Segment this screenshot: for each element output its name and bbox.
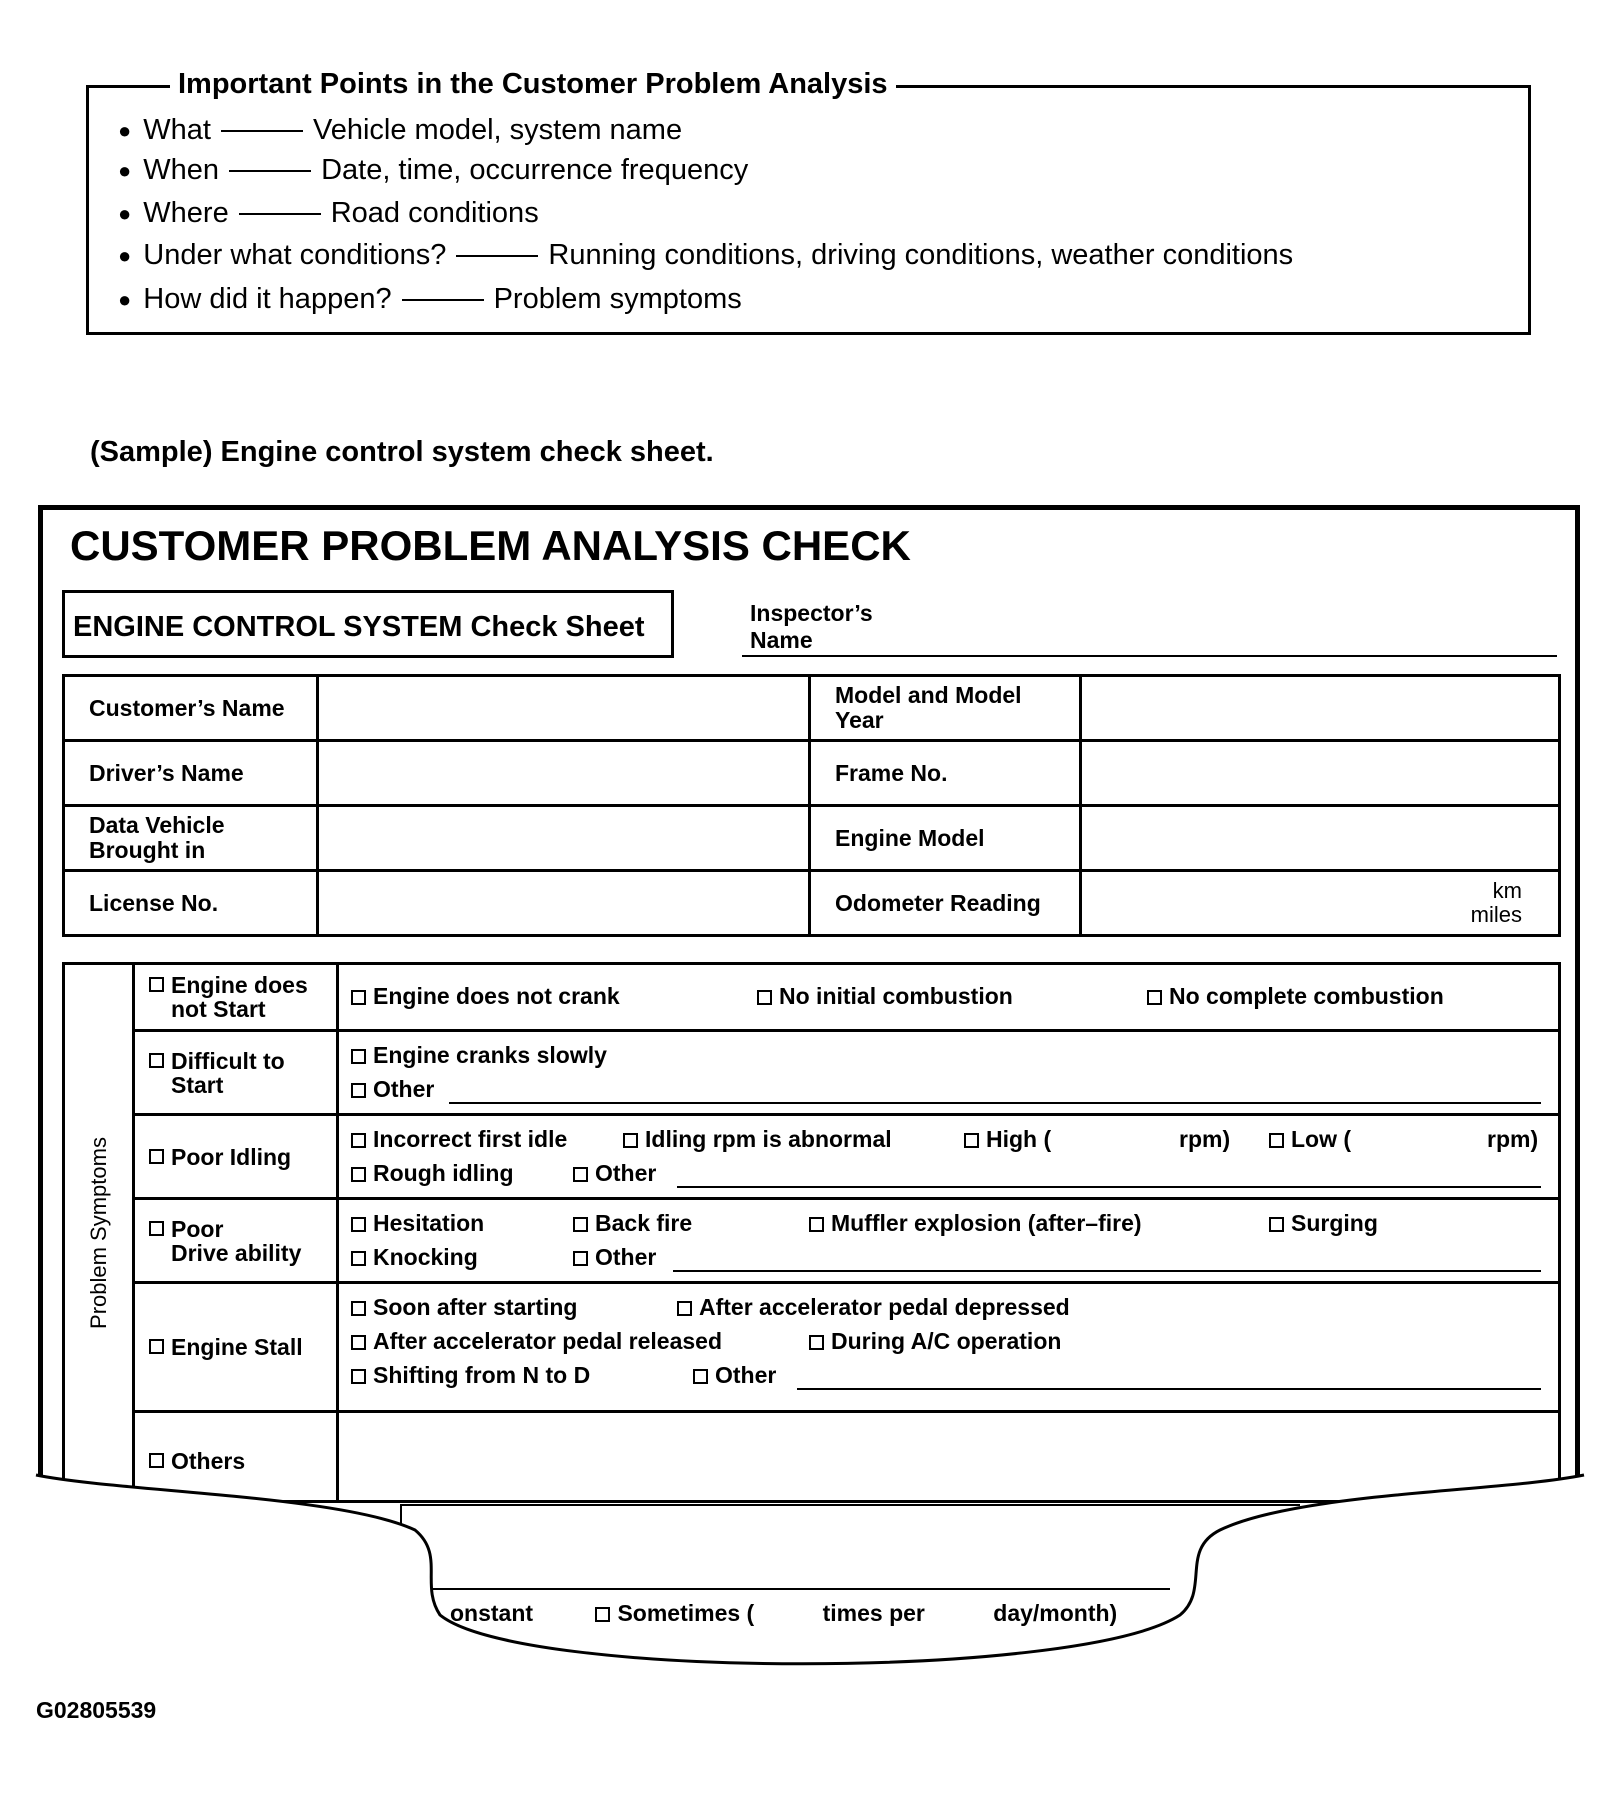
checkbox-icon[interactable] — [623, 1133, 638, 1148]
option-sometimes[interactable]: Sometimes ( — [595, 1600, 754, 1626]
option-soon-after[interactable]: Soon after starting — [351, 1294, 577, 1321]
bullet-icon: ● — [118, 242, 132, 268]
bullet-icon: ● — [118, 157, 132, 183]
times-per-label: times per — [822, 1600, 925, 1626]
license-no-field[interactable] — [318, 871, 810, 936]
option-drive-other[interactable]: Other — [573, 1244, 656, 1271]
bullet-icon: ● — [118, 117, 132, 143]
checkbox-icon[interactable] — [351, 1049, 366, 1064]
data-vehicle-label: Data Vehicle Brought in — [64, 806, 318, 871]
high-rpm-unit: rpm) — [1179, 1126, 1231, 1152]
odometer-label: Odometer Reading — [810, 871, 1081, 936]
option-muffler[interactable]: Muffler explosion (after–fire) — [809, 1210, 1142, 1237]
checkbox-icon[interactable] — [757, 990, 772, 1005]
checkbox-icon[interactable] — [351, 1217, 366, 1232]
cat-others[interactable]: Others — [134, 1412, 338, 1502]
row-poor-idling — [338, 1115, 1560, 1199]
inspector-name-field[interactable] — [742, 655, 1557, 657]
problem-symptoms-table — [62, 962, 1561, 1503]
checkbox-icon[interactable] — [351, 990, 366, 1005]
stall-other-field[interactable] — [797, 1388, 1541, 1390]
driver-name-label: Driver’s Name — [64, 741, 318, 806]
checkbox-icon[interactable] — [351, 1251, 366, 1266]
point-conditions: ● Under what conditions? Running conditions, driving conditions, weather conditions — [118, 239, 1294, 271]
option-cranks-slowly[interactable]: Engine cranks slowly — [351, 1042, 607, 1069]
checkbox-icon[interactable] — [149, 1221, 164, 1236]
model-year-field[interactable] — [1081, 676, 1560, 741]
checkbox-icon[interactable] — [149, 1149, 164, 1164]
option-high[interactable]: High ( — [964, 1126, 1051, 1153]
driver-name-field[interactable] — [318, 741, 810, 806]
cat-engine-stall[interactable]: Engine Stall — [134, 1283, 338, 1412]
checkbox-icon[interactable] — [964, 1133, 979, 1148]
checkbox-icon[interactable] — [809, 1217, 824, 1232]
low-rpm-unit: rpm) — [1487, 1126, 1539, 1152]
option-no-complete[interactable]: No complete combustion — [1147, 983, 1444, 1010]
checkbox-icon[interactable] — [351, 1167, 366, 1182]
cat-engine-not-start[interactable]: Engine does not Start — [134, 964, 338, 1031]
checkbox-icon[interactable] — [149, 977, 164, 992]
model-year-label: Model and Model Year — [810, 676, 1081, 741]
checkbox-icon[interactable] — [1269, 1133, 1284, 1148]
checkbox-icon[interactable] — [351, 1083, 366, 1098]
option-knocking[interactable]: Knocking — [351, 1244, 478, 1271]
important-points-title: Important Points in the Customer Problem Analysis — [170, 68, 896, 101]
row-poor-drive — [338, 1199, 1560, 1283]
torn-edge-graphic — [0, 1440, 1624, 1680]
checkbox-icon[interactable] — [149, 1053, 164, 1068]
point-what: ● What Vehicle model, system name — [118, 114, 683, 146]
engine-model-field[interactable] — [1081, 806, 1560, 871]
odometer-field[interactable]: km miles — [1081, 871, 1560, 936]
sheet-label: ENGINE CONTROL SYSTEM Check Sheet — [62, 590, 674, 658]
checkbox-icon[interactable] — [1269, 1217, 1284, 1232]
sample-caption: (Sample) Engine control system check sheet. — [90, 436, 714, 468]
checkbox-icon[interactable] — [351, 1369, 366, 1384]
option-after-depressed[interactable]: After accelerator pedal depressed — [677, 1294, 1070, 1321]
point-how: ● How did it happen? Problem symptoms — [118, 283, 742, 315]
customer-name-field[interactable] — [318, 676, 810, 741]
checkbox-icon[interactable] — [809, 1335, 824, 1350]
cat-poor-idling[interactable]: Poor Idling — [134, 1115, 338, 1199]
bullet-icon: ● — [118, 200, 132, 226]
cat-difficult-start[interactable]: Difficult to Start — [134, 1031, 338, 1115]
checkbox-icon[interactable] — [1147, 990, 1162, 1005]
option-no-crank[interactable]: Engine does not crank — [351, 983, 620, 1010]
checkbox-icon[interactable] — [573, 1251, 588, 1266]
problem-symptoms-label: Problem Symptoms — [85, 1136, 111, 1329]
option-shifting[interactable]: Shifting from N to D — [351, 1362, 590, 1389]
license-no-label: License No. — [64, 871, 318, 936]
option-rough-idling[interactable]: Rough idling — [351, 1160, 514, 1187]
option-idling-other[interactable]: Other — [573, 1160, 656, 1187]
drive-other-field[interactable] — [673, 1270, 1541, 1272]
difficult-other-field[interactable] — [449, 1102, 1541, 1104]
option-surging[interactable]: Surging — [1269, 1210, 1378, 1237]
cat-poor-drive[interactable]: Poor Drive ability — [134, 1199, 338, 1283]
form-heading: CUSTOMER PROBLEM ANALYSIS CHECK — [70, 522, 911, 569]
customer-name-label: Customer’s Name — [64, 676, 318, 741]
option-difficult-other[interactable]: Other — [351, 1076, 434, 1103]
option-stall-other[interactable]: Other — [693, 1362, 776, 1389]
checkbox-icon[interactable] — [573, 1167, 588, 1182]
option-incorrect-idle[interactable]: Incorrect first idle — [351, 1126, 567, 1153]
inspector-name-label: Inspector’s Name — [750, 600, 873, 653]
point-where: ● Where Road conditions — [118, 197, 539, 229]
frame-no-label: Frame No. — [810, 741, 1081, 806]
option-hesitation[interactable]: Hesitation — [351, 1210, 484, 1237]
row-difficult-start — [338, 1031, 1560, 1115]
bullet-icon: ● — [118, 286, 132, 312]
checkbox-icon[interactable] — [351, 1301, 366, 1316]
checkbox-icon[interactable] — [677, 1301, 692, 1316]
option-no-initial[interactable]: No initial combustion — [757, 983, 1013, 1010]
figure-id: G02805539 — [36, 1697, 157, 1723]
point-when: ● When Date, time, occurrence frequency — [118, 154, 749, 186]
day-month-label: day/month) — [993, 1600, 1118, 1626]
row-engine-stall — [338, 1283, 1560, 1412]
problem-symptoms-side — [64, 964, 134, 1502]
checkbox-icon[interactable] — [693, 1369, 708, 1384]
row-engine-not-start — [338, 964, 1560, 1031]
customer-info-table — [62, 674, 1561, 937]
idling-other-field[interactable] — [677, 1186, 1541, 1188]
engine-model-label: Engine Model — [810, 806, 1081, 871]
option-ac-operation[interactable]: During A/C operation — [809, 1328, 1061, 1355]
option-after-released[interactable]: After accelerator pedal released — [351, 1328, 722, 1355]
checkbox-icon[interactable] — [351, 1133, 366, 1148]
frame-no-field[interactable] — [1081, 741, 1560, 806]
data-vehicle-field[interactable] — [318, 806, 810, 871]
option-back-fire[interactable]: Back fire — [573, 1210, 692, 1237]
checkbox-icon[interactable] — [351, 1335, 366, 1350]
option-constant[interactable]: onstant — [450, 1600, 534, 1626]
checkbox-icon[interactable] — [149, 1339, 164, 1354]
option-idling-abnormal[interactable]: Idling rpm is abnormal — [623, 1126, 892, 1153]
checkbox-icon[interactable] — [573, 1217, 588, 1232]
option-low[interactable]: Low ( — [1269, 1126, 1351, 1153]
